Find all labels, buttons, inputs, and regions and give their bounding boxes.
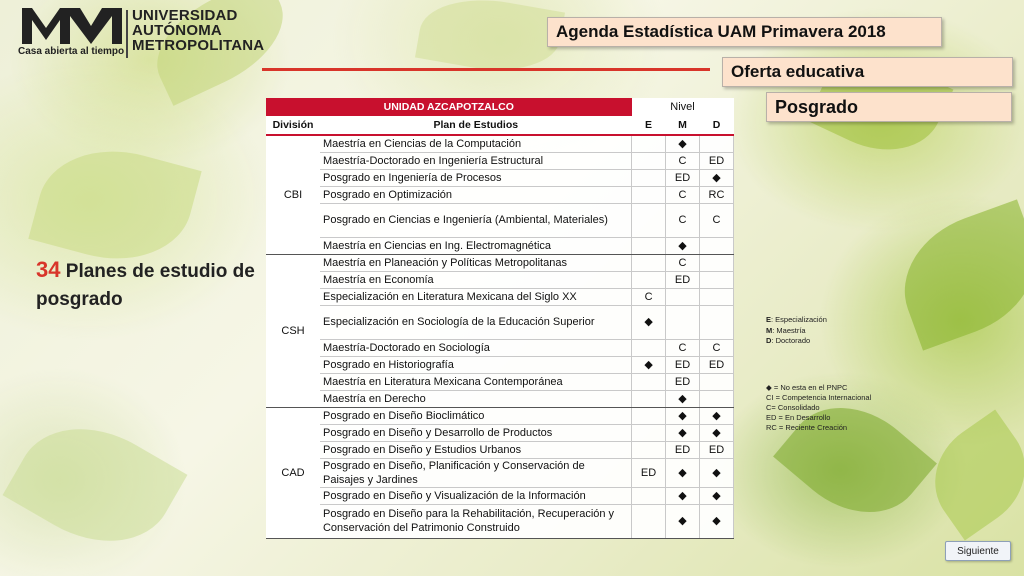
legend-key: E — [766, 315, 772, 324]
plan-cell: Especialización en Literatura Mexicana del Siglo XX — [320, 288, 632, 305]
status-legend — [766, 383, 871, 433]
level-legend — [766, 315, 827, 347]
level-m-cell: ◆ — [666, 135, 700, 152]
level-e-cell — [632, 271, 666, 288]
table-row — [266, 186, 734, 203]
level-e-cell — [632, 135, 666, 152]
level-m-cell: ◆ — [666, 390, 700, 407]
level-d-cell: ED — [700, 152, 734, 169]
division-cell: CBI — [266, 135, 320, 254]
plan-count: 34 — [36, 257, 61, 282]
header-red-rule — [262, 68, 710, 71]
level-d-cell — [700, 288, 734, 305]
legend-text: : Maestría — [772, 325, 806, 335]
division-cell: CAD — [266, 407, 320, 538]
level-d-cell: ◆ — [700, 458, 734, 487]
table-row — [266, 254, 734, 271]
level-m-cell: C — [666, 186, 700, 203]
table-row — [266, 356, 734, 373]
table-row — [266, 135, 734, 152]
level-d-cell: ◆ — [700, 407, 734, 424]
background-leaf — [3, 400, 188, 570]
level-d-cell — [700, 135, 734, 152]
legend-status-c: C= Consolidado — [766, 403, 820, 412]
table-row — [266, 152, 734, 169]
table-row — [266, 237, 734, 254]
level-d-cell — [700, 390, 734, 407]
table-row — [266, 339, 734, 356]
plan-cell: Maestría en Derecho — [320, 390, 632, 407]
table-row — [266, 504, 734, 538]
table-row — [266, 424, 734, 441]
division-cell: CSH — [266, 254, 320, 407]
logo-line-1: UNIVERSIDAD — [132, 7, 238, 24]
plan-cell: Maestría-Doctorado en Ingeniería Estructural — [320, 152, 632, 169]
level-e-cell — [632, 504, 666, 538]
plan-cell: Posgrado en Ingeniería de Procesos — [320, 169, 632, 186]
background-leaf — [913, 409, 1024, 540]
level-e-cell — [632, 390, 666, 407]
logo-line-2: AUTÓNOMA — [132, 22, 222, 39]
level-e-cell — [632, 407, 666, 424]
col-header-plan: Plan de Estudios — [320, 116, 632, 135]
level-e-cell — [632, 339, 666, 356]
level-m-cell: ED — [666, 441, 700, 458]
table-unit-row — [266, 98, 734, 116]
level-m-cell: ◆ — [666, 424, 700, 441]
level-d-cell: ED — [700, 356, 734, 373]
table-row — [266, 458, 734, 487]
logo-divider — [126, 10, 128, 58]
plans-table-body — [266, 135, 734, 538]
plan-cell: Maestría en Ciencias de la Computación — [320, 135, 632, 152]
plans-table — [266, 98, 734, 539]
level-e-cell: ◆ — [632, 356, 666, 373]
legend-status-ci: CI = Competencia Internacional — [766, 393, 872, 402]
level-m-cell: ◆ — [666, 407, 700, 424]
plan-cell: Maestría-Doctorado en Sociología — [320, 339, 632, 356]
level-d-cell: ED — [700, 441, 734, 458]
table-row — [266, 169, 734, 186]
posgrado-box: Posgrado — [766, 92, 1012, 122]
plan-cell: Maestría en Literatura Mexicana Contemporánea — [320, 373, 632, 390]
level-d-cell — [700, 271, 734, 288]
plan-cell: Posgrado en Optimización — [320, 186, 632, 203]
level-e-cell — [632, 169, 666, 186]
legend-level-d — [766, 336, 827, 347]
level-e-cell — [632, 487, 666, 504]
level-d-cell: C — [700, 339, 734, 356]
legend-text: : Doctorado — [771, 336, 811, 345]
plan-cell: Posgrado en Diseño, Planificación y Conservación de Paisajes y Jardines — [320, 458, 632, 487]
table-row — [266, 271, 734, 288]
next-button[interactable]: Siguiente — [945, 541, 1011, 561]
level-m-cell — [666, 288, 700, 305]
plan-cell: Maestría en Planeación y Políticas Metropolitanas — [320, 254, 632, 271]
level-m-cell: C — [666, 203, 700, 237]
table-row — [266, 441, 734, 458]
plan-cell: Posgrado en Historiografía — [320, 356, 632, 373]
level-d-cell: ◆ — [700, 424, 734, 441]
level-m-cell: ED — [666, 356, 700, 373]
plan-cell: Posgrado en Diseño para la Rehabilitación, Recuperación y Conservación del Patrimonio Construido — [320, 504, 632, 538]
table-row — [266, 288, 734, 305]
table-column-header-row — [266, 116, 734, 135]
plan-cell: Posgrado en Diseño y Desarrollo de Productos — [320, 424, 632, 441]
plan-cell: Especialización en Sociología de la Educación Superior — [320, 305, 632, 339]
level-m-cell: ◆ — [666, 237, 700, 254]
plan-count-title — [36, 256, 266, 314]
plan-cell: Maestría en Economía — [320, 271, 632, 288]
level-m-cell: C — [666, 152, 700, 169]
logo-tagline: Casa abierta al tiempo — [18, 46, 125, 57]
level-m-cell: ◆ — [666, 504, 700, 538]
legend-status-rc: RC = Reciente Creación — [766, 423, 848, 432]
col-header-e: E — [632, 116, 666, 135]
table-row — [266, 407, 734, 424]
level-d-cell: ◆ — [700, 504, 734, 538]
level-e-cell: ED — [632, 458, 666, 487]
level-e-cell: C — [632, 288, 666, 305]
level-m-cell: ED — [666, 271, 700, 288]
legend-level-m — [766, 326, 827, 337]
table-row — [266, 487, 734, 504]
level-e-cell — [632, 373, 666, 390]
col-header-division: División — [266, 116, 320, 135]
oferta-box: Oferta educativa — [722, 57, 1013, 87]
level-m-cell: ED — [666, 373, 700, 390]
level-e-cell — [632, 186, 666, 203]
level-e-cell — [632, 441, 666, 458]
level-m-cell: C — [666, 339, 700, 356]
legend-key: D — [766, 336, 772, 345]
level-d-cell — [700, 373, 734, 390]
agenda-title-box: Agenda Estadística UAM Primavera 2018 — [547, 17, 942, 47]
background-leaf — [885, 199, 1024, 350]
level-e-cell — [632, 254, 666, 271]
plan-cell: Posgrado en Ciencias e Ingeniería (Ambiental, Materiales) — [320, 203, 632, 237]
plan-cell: Posgrado en Diseño y Visualización de la Información — [320, 487, 632, 504]
plan-cell: Maestría en Ciencias en Ing. Electromagnética — [320, 237, 632, 254]
plan-cell: Posgrado en Diseño Bioclimático — [320, 407, 632, 424]
level-d-cell — [700, 237, 734, 254]
table-row — [266, 305, 734, 339]
table-row — [266, 203, 734, 237]
legend-text: : Especialización — [771, 315, 827, 324]
plan-count-label: Planes de estudio de posgrado — [36, 261, 255, 310]
level-d-cell — [700, 254, 734, 271]
uam-logo-text — [132, 8, 264, 53]
legend-level-e — [766, 315, 827, 326]
logo-line-3: METROPOLITANA — [132, 37, 265, 54]
unit-header: UNIDAD AZCAPOTZALCO — [266, 98, 632, 116]
uam-logo-mark — [20, 8, 124, 46]
level-m-cell: C — [666, 254, 700, 271]
plan-cell: Posgrado en Diseño y Estudios Urbanos — [320, 441, 632, 458]
level-m-cell: ED — [666, 169, 700, 186]
level-e-cell — [632, 237, 666, 254]
legend-key: M — [766, 325, 773, 335]
legend-status-pnpc: ◆ = No esta en el PNPC — [766, 383, 848, 392]
col-header-d: D — [700, 116, 734, 135]
level-d-cell: ◆ — [700, 487, 734, 504]
nivel-header: Nivel — [632, 98, 734, 116]
level-d-cell — [700, 305, 734, 339]
table-row — [266, 390, 734, 407]
level-m-cell: ◆ — [666, 487, 700, 504]
level-e-cell — [632, 203, 666, 237]
table-row — [266, 373, 734, 390]
level-d-cell: RC — [700, 186, 734, 203]
level-m-cell: ◆ — [666, 458, 700, 487]
col-header-m: M — [666, 116, 700, 135]
legend-status-ed: ED = En Desarrollo — [766, 413, 831, 422]
level-e-cell: ◆ — [632, 305, 666, 339]
level-d-cell: ◆ — [700, 169, 734, 186]
level-e-cell — [632, 152, 666, 169]
level-e-cell — [632, 424, 666, 441]
level-m-cell — [666, 305, 700, 339]
level-d-cell: C — [700, 203, 734, 237]
